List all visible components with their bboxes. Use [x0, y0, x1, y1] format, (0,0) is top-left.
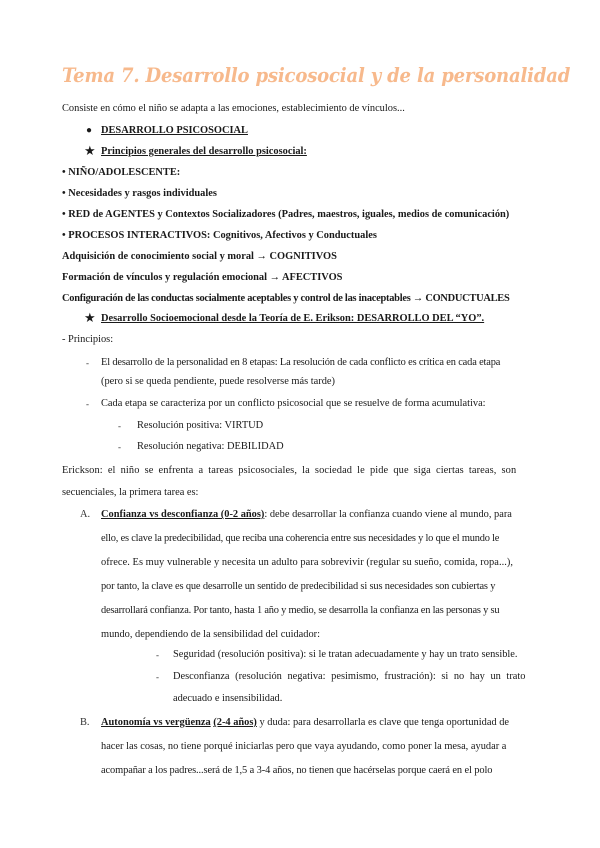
stage-b-text: acompañar a los padres...será de 1,5 a 3-4 años, no tienen que hacérselas porque caerá en el polo [101, 765, 493, 776]
stage-a-text: ofrece. Es muy vulnerable y necesita un adulto para sobrevivir (regular su sueño, comida, ropa...), [101, 557, 514, 568]
list-item: Configuración de las conductas socialmente aceptables y control de las inaceptables → CONDUCTUALES [62, 293, 510, 304]
stage-b-text: y duda: para desarrollarla es clave que tenga oportunidad de [256, 717, 510, 728]
stage-b-age: (2-4 años) [213, 717, 257, 728]
stage-a-text: por tanto, la clave es que desarrolle un sentido de predecibilidad si sus necesidades son cubiertas y [101, 581, 496, 592]
dash-icon: - [86, 399, 89, 409]
principle-text: El desarrollo de la personalidad en 8 etapas: La resolución de cada conflicto es crítica en cada etapa [101, 357, 501, 368]
stage-b-text: hacer las cosas, no tiene porqué iniciarlas pero que vaya ayudando, como poner la mesa, ayudar a [101, 741, 507, 752]
list-item: • NIÑO/ADOLESCENTE: [62, 167, 181, 178]
principle-text: Cada etapa se caracteriza por un conflicto psicosocial que se resuelve de forma acumulativa: [101, 398, 486, 409]
principios-label: - Principios: [62, 334, 114, 345]
stage-a-text: mundo, dependiendo de la sensibilidad del cuidador: [101, 629, 321, 640]
list-letter: B. [80, 717, 90, 728]
list-item: • RED de AGENTES y Contextos Socializadores (Padres, maestros, iguales, medios de comunicación) [62, 209, 510, 220]
section-heading-erikson: Desarrollo Socioemocional desde la Teoría de E. Erikson: DESARROLLO DEL “YO”. [101, 313, 485, 324]
dash-icon: - [118, 421, 121, 431]
stage-a-first-line [101, 508, 512, 522]
principle-text: (pero si se queda pendiente, puede resolverse más tarde) [101, 376, 335, 387]
list-item: • Necesidades y rasgos individuales [62, 188, 217, 199]
page-title: Tema 7. Desarrollo psicosocial y de la personalidad [62, 64, 571, 87]
stage-b-title: Autonomía vs vergüenza [101, 717, 211, 728]
stage-a-text: : debe desarrollar la confianza cuando viene al mundo, para [264, 509, 512, 520]
stage-b-first-line [101, 716, 509, 730]
dash-icon: - [156, 672, 159, 682]
section-heading-principios: Principios generales del desarrollo psicosocial: [101, 146, 307, 157]
list-item: • PROCESOS INTERACTIVOS: Cognitivos, Afectivos y Conductuales [62, 230, 377, 241]
star-icon: ★ [84, 143, 96, 158]
stage-a-sub: Seguridad (resolución positiva): si le tratan adecuadamente y hay un trato sensible. [173, 649, 518, 660]
stage-a-text: ello, es clave la predecibilidad, que reciba una coherencia entre sus necesidades y lo que el mundo le [101, 533, 500, 544]
intro-text: Consiste en cómo el niño se adapta a las emociones, establecimiento de vínculos... [62, 103, 405, 114]
dash-icon: - [156, 650, 159, 660]
bullet-icon: ● [86, 125, 93, 136]
erikson-text: secuenciales, la primera tarea es: [62, 487, 199, 498]
stage-a-sub: adecuado e insensibilidad. [173, 693, 283, 704]
list-item: Adquisición de conocimiento social y moral → COGNITIVOS [62, 251, 337, 262]
erikson-text: Erickson: el niño se enfrenta a tareas psicosociales, la sociedad le pide que siga ciertas tareas, son [62, 465, 517, 476]
star-icon: ★ [84, 310, 96, 325]
section-heading-psicosocial: DESARROLLO PSICOSOCIAL [101, 125, 248, 136]
resolution-negative: Resolución negativa: DEBILIDAD [137, 441, 284, 452]
resolution-positive: Resolución positiva: VIRTUD [137, 420, 264, 431]
stage-a-title: Confianza vs desconfianza (0-2 años) [101, 509, 265, 520]
stage-a-text: desarrollará confianza. Por tanto, hasta 1 año y medio, se desarrolla la confianza en las personas y su [101, 605, 500, 616]
list-item: Formación de vínculos y regulación emocional → AFECTIVOS [62, 272, 343, 283]
list-letter: A. [80, 509, 91, 520]
dash-icon: - [118, 442, 121, 452]
stage-a-sub: Desconfianza (resolución negativa: pesimismo, frustración): si no hay un trato [173, 671, 526, 682]
dash-icon: - [86, 358, 89, 368]
